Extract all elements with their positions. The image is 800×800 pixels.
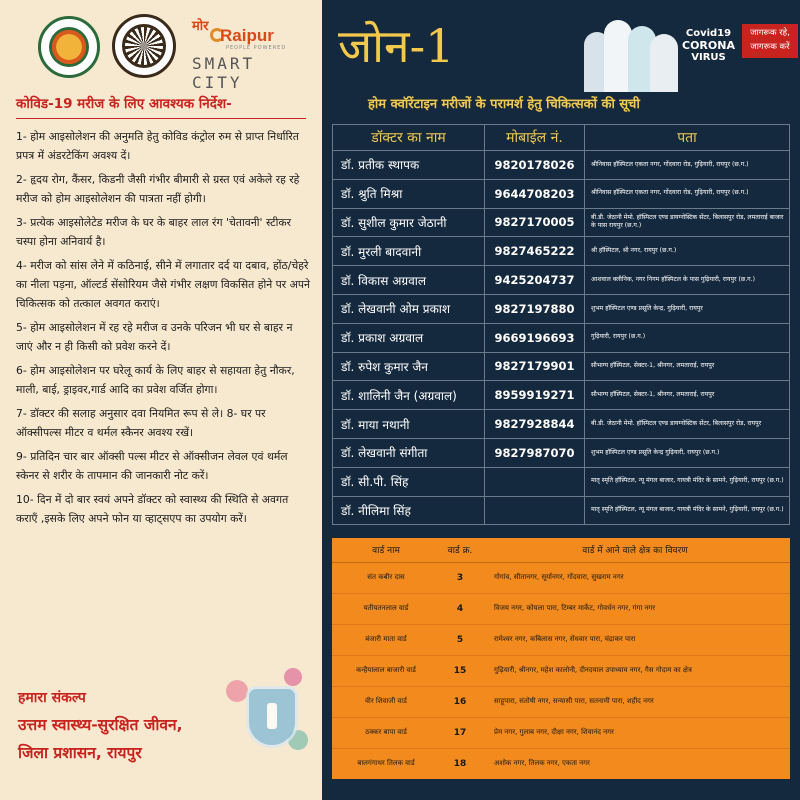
doctors-illustration-icon bbox=[584, 14, 680, 92]
table-row bbox=[332, 562, 790, 593]
ward-panel bbox=[332, 538, 790, 779]
doctor-address: शुभम हॉस्पिटल एण्ड प्रसूति केन्द्र, गुढ़ियारी, रायपुर bbox=[585, 294, 790, 323]
doctor-address: सौभाग्य हॉस्पिटल, सेक्टर-1, श्रीनगर, लमताराई, रायपुर bbox=[585, 381, 790, 410]
instruction-item: 4- मरीज को सांस लेने में कठिनाई, सीने में लगातार दर्द या दबाव, होंठ/चेहरे का नीला पड़ना, ऑल्टर्ड सेंसोरियम जैसे गंभीर लक्षण विकसित होने पर अपने चिकित्सक को तत्काल अवगत कराएं। bbox=[16, 259, 311, 310]
smart-city-logo: मोर Raipur PEOPLE POWERED SMART CITY bbox=[192, 19, 287, 92]
doctors-panel bbox=[322, 0, 800, 800]
resolve-heading: हमारा संकल्प bbox=[18, 690, 86, 706]
instruction-item: 9- प्रतिदिन चार बार ऑक्सी पल्स मीटर से ऑक्सीजन लेवल एवं थर्मल स्केनर से शरीर के तापमान की जानकारी नोट करें। bbox=[16, 450, 288, 482]
column-header-address: पता bbox=[585, 125, 790, 151]
doctor-name: डॉ. सुशील कुमार जेठानी bbox=[333, 208, 485, 237]
doctor-name: डॉ. रुपेश कुमार जैन bbox=[333, 352, 485, 381]
ward-name: कन्हैयालाल बाजारी वार्ड bbox=[332, 655, 440, 686]
table-row bbox=[333, 323, 790, 352]
doctor-address: श्रीनिवास हॉस्पिटल एकता नगर, गोंदवारा रोड, गुढ़ियारी, रायपुर (छ.ग.) bbox=[585, 151, 790, 180]
doctor-address: श्री हॉस्पिटल, श्री नगर, रायपुर (छ.ग.) bbox=[585, 237, 790, 266]
ward-number: 3 bbox=[440, 562, 480, 593]
doctor-name: डॉ. विकास अग्रवाल bbox=[333, 266, 485, 295]
ward-name: संत कबीर दास bbox=[332, 562, 440, 593]
table-row bbox=[332, 655, 790, 686]
instruction-item: 3- प्रत्येक आइसोलेटेड मरीज के घर के बाहर लाल रंग 'चेतावनी' स्टीकर चस्पा होना अनिवार्य है। bbox=[16, 216, 292, 248]
table-row bbox=[333, 410, 790, 439]
doctors-table bbox=[332, 124, 790, 525]
doctor-name: डॉ. माया नथानी bbox=[333, 410, 485, 439]
ward-number: 17 bbox=[440, 717, 480, 748]
doctor-name: डॉ. लेखवानी ओम प्रकाश bbox=[333, 294, 485, 323]
column-header-name: डॉक्टर का नाम bbox=[333, 125, 485, 151]
doctor-address: बी.डी. जेठानी मेमो. हॉस्पिटल एण्ड डायग्नोस्टिक सेंटर, बिलासपुर रोड, रायपुर bbox=[585, 410, 790, 439]
table-row bbox=[333, 438, 790, 467]
doctor-address: शुभम हॉस्पिटल एण्ड प्रसूति केन्द्र गुढ़ियारी, रायपुर (छ.ग.) bbox=[585, 438, 790, 467]
table-row bbox=[333, 266, 790, 295]
instruction-item: 7- डॉक्टर की सलाह अनुसार दवा नियमित रूप से ले। 8- घर पर ऑक्सीपल्स मीटर व थर्मल स्कैनर अवश्य रखें। bbox=[16, 407, 266, 439]
table-row bbox=[332, 748, 790, 779]
ward-number: 18 bbox=[440, 748, 480, 779]
table-row bbox=[333, 467, 790, 496]
municipal-corporation-emblem-icon bbox=[112, 14, 176, 78]
doctor-address: गुढ़ियारी, रायपुर (छ.ग.) bbox=[585, 323, 790, 352]
virus-decoration-icon bbox=[284, 668, 302, 686]
ward-areas: अशोक नगर, तिलक नगर, एकता नगर bbox=[480, 748, 790, 779]
doctor-mobile: 9827179901 bbox=[485, 352, 585, 381]
table-row bbox=[333, 151, 790, 180]
logo-strip bbox=[16, 0, 312, 92]
doctor-name: डॉ. प्रकाश अग्रवाल bbox=[333, 323, 485, 352]
doctor-name: डॉ. सी.पी. सिंह bbox=[333, 467, 485, 496]
ward-number: 5 bbox=[440, 624, 480, 655]
ward-name: वीर शिवाजी वार्ड bbox=[332, 686, 440, 717]
ward-areas: प्रेम नगर, गुलाब नगर, दीक्षा नगर, शिवानंद नगर bbox=[480, 717, 790, 748]
instructions-title: कोविड-19 मरीज के लिए आवश्यक निर्देश- bbox=[16, 96, 232, 112]
health-shield-icon bbox=[246, 686, 298, 748]
table-row bbox=[333, 237, 790, 266]
doctor-mobile: 9820178026 bbox=[485, 151, 585, 180]
ward-number: 16 bbox=[440, 686, 480, 717]
instruction-item: 6- होम आइसोलेशन पर घरेलू कार्य के लिए बाहर से सहायता हेतु नौकर, माली, बाई, ड्राइवर,गार्ड आदि का प्रवेश वर्जित होगा। bbox=[16, 364, 295, 396]
resolve-signoff: जिला प्रशासन, रायपुर bbox=[18, 744, 142, 762]
ward-number: 15 bbox=[440, 655, 480, 686]
table-header-row bbox=[332, 538, 790, 562]
chhattisgarh-emblem-icon bbox=[38, 16, 100, 78]
doctor-address: आशवाल क्लीनिक, नगर निगम हॉस्पिटल के पास गुढ़ियारी, रायपुर (छ.ग.) bbox=[585, 266, 790, 295]
doctor-address: बी.डी. जेठानी मेमो. हॉस्पिटल एण्ड डायग्नोस्टिक सेंटर, बिलासपुर रोड, लमताराई बाजार के पास रायपुर (छ.ग.) bbox=[585, 208, 790, 237]
doctor-name: डॉ. लेखवानी संगीता bbox=[333, 438, 485, 467]
doctor-address: सौभाग्य हॉस्पिटल, सेक्टर-1, श्रीनगर, लमताराई, रायपुर bbox=[585, 352, 790, 381]
table-row bbox=[333, 496, 790, 525]
ward-areas: रामेश्वर नगर, कबिलास नगर, सेंधवार पारा, चंद्राकर पारा bbox=[480, 624, 790, 655]
instruction-item: 1- होम आइसोलेशन की अनुमति हेतु कोविड कंट्रोल रुम से प्राप्त निर्धारित प्रपत्र में अंडरटेकिंग अवश्य दें। bbox=[16, 130, 299, 162]
doctor-mobile: 8959919271 bbox=[485, 381, 585, 410]
column-header-mobile: मोबाईल नं. bbox=[485, 125, 585, 151]
ward-name: बंजारी माता वार्ड bbox=[332, 624, 440, 655]
resolve-line: उत्तम स्वास्थ्य-सुरक्षित जीवन, bbox=[18, 716, 183, 734]
doctor-address: श्रीनिवास हॉस्पिटल एकता नगर, गोंदवारा रोड, गुढ़ियारी, रायपुर (छ.ग.) bbox=[585, 179, 790, 208]
doctor-name: डॉ. नीलिमा सिंह bbox=[333, 496, 485, 525]
table-header-row bbox=[333, 125, 790, 151]
column-header-ward-areas: वार्ड में आने वाले क्षेत्र का विवरण bbox=[480, 538, 790, 562]
instruction-item: 2- हृदय रोग, कैंसर, किडनी जैसी गंभीर बीमारी से ग्रस्त एवं अकेले रह रहे मरीज को होम आइसोलेशन की पात्रता नहीं होगी। bbox=[16, 173, 300, 205]
instruction-item: 10- दिन में दो बार स्वयं अपने डॉक्टर को स्वास्थ्य की स्थिति से अवगत कराएँ ,इसके लिए अपने फोन या व्हाट्सएप का उपयोग करें। bbox=[16, 493, 289, 525]
doctor-mobile: 9669196693 bbox=[485, 323, 585, 352]
ward-areas: गुढ़ियारी, श्रीनगर, महेश कालोनी, दीनदयाल उपाध्याय नगर, गैस गोदाम का क्षेत्र bbox=[480, 655, 790, 686]
ward-number: 4 bbox=[440, 593, 480, 624]
table-row bbox=[333, 381, 790, 410]
table-row bbox=[333, 208, 790, 237]
doctor-mobile: 9827170005 bbox=[485, 208, 585, 237]
ward-table bbox=[332, 538, 790, 779]
doctor-mobile bbox=[485, 467, 585, 496]
ward-name: यतीयतनलाल वार्ड bbox=[332, 593, 440, 624]
column-header-ward-name: वार्ड नाम bbox=[332, 538, 440, 562]
doctor-mobile bbox=[485, 496, 585, 525]
divider bbox=[16, 118, 306, 119]
resolve-block bbox=[18, 688, 182, 763]
doctor-mobile: 9827928844 bbox=[485, 410, 585, 439]
instructions-list bbox=[16, 127, 312, 528]
ward-name: बालगंगाधर तिलक वार्ड bbox=[332, 748, 440, 779]
doctor-address: मातृ स्मृति हॉस्पिटल, न्यू मंगल बाजार, गायत्री मंदिर के सामने, गुढ़ियारी, रायपुर (छ.ग.) bbox=[585, 496, 790, 525]
doctor-mobile: 9827197880 bbox=[485, 294, 585, 323]
ward-areas: विजय नगर, कोयला पारा, टिम्बर मार्केट, गोवर्धन नगर, गंगा नगर bbox=[480, 593, 790, 624]
ward-name: ठक्कर बापा वार्ड bbox=[332, 717, 440, 748]
ward-areas: गोगांव, सीतानगर, सूर्यानगर, गोंदवारा, सुखराम नगर bbox=[480, 562, 790, 593]
instruction-item: 5- होम आइसोलेशन में रह रहे मरीज व उनके परिजन भी घर से बाहर न जाएं और न ही किसी को प्रवेश करने दें। bbox=[16, 321, 293, 353]
covid-badge: Covid19 CORONA VIRUS bbox=[682, 28, 735, 63]
doctor-list-title: होम क्वॉरेंटाइन मरीजों के परामर्श हेतु चिकित्सकों की सूची bbox=[368, 97, 640, 112]
doctor-mobile: 9827465222 bbox=[485, 237, 585, 266]
table-row bbox=[333, 179, 790, 208]
doctor-name: डॉ. शालिनी जैन (अग्रवाल) bbox=[333, 381, 485, 410]
covid-slogan-badge: जागरूक रहे, जागरूक करें bbox=[742, 24, 798, 58]
doctor-mobile: 9644708203 bbox=[485, 179, 585, 208]
table-row bbox=[333, 294, 790, 323]
ward-areas: साहूपारा, संतोषी नगर, सन्यासी पारा, सतनामी पारा, शहीद नगर bbox=[480, 686, 790, 717]
table-row bbox=[332, 686, 790, 717]
doctor-mobile: 9425204737 bbox=[485, 266, 585, 295]
instructions-panel bbox=[0, 0, 322, 800]
doctor-name: डॉ. मुरली बादवानी bbox=[333, 237, 485, 266]
table-row bbox=[332, 624, 790, 655]
doctor-name: डॉ. श्रुति मिश्रा bbox=[333, 179, 485, 208]
doctor-mobile: 9827987070 bbox=[485, 438, 585, 467]
column-header-ward-no: वार्ड क्र. bbox=[440, 538, 480, 562]
table-row bbox=[333, 352, 790, 381]
zone-title: जोन-1 bbox=[338, 19, 455, 73]
doctor-address: मातृ स्मृति हॉस्पिटल, न्यू मंगल बाजार, गायत्री मंदिर के सामने, गुढ़ियारी, रायपुर (छ.ग.) bbox=[585, 467, 790, 496]
virus-decoration-icon bbox=[226, 680, 248, 702]
doctor-name: डॉ. प्रतीक स्थापक bbox=[333, 151, 485, 180]
table-row bbox=[332, 717, 790, 748]
table-row bbox=[332, 593, 790, 624]
